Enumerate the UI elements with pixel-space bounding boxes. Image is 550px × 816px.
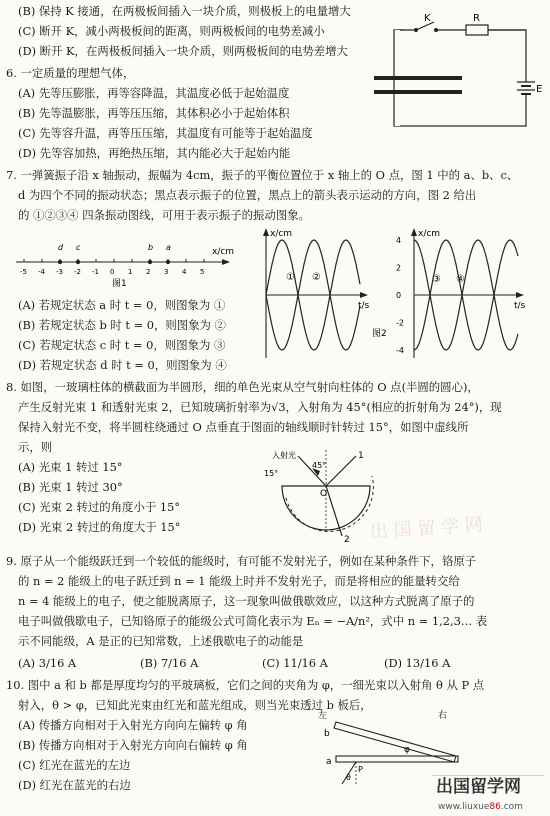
label-15deg: 15° bbox=[264, 469, 279, 478]
logo-url: www.liuxue86.com bbox=[438, 802, 523, 812]
q10-option-c: (C) 红光在蓝光的左边 bbox=[18, 758, 131, 772]
fig1-tick-label: -4 bbox=[38, 268, 45, 276]
q8-option-d: (D) 光束 2 转过的角度大于 15° bbox=[18, 520, 181, 534]
q10-option-b: (B) 传播方向相对于入射光方向向右偏转 φ 角 bbox=[18, 738, 248, 752]
q10-option-d: (D) 红光在蓝光的右边 bbox=[18, 778, 131, 792]
q6-option-a: (A) 先等压膨胀，再等容降温，其温度必低于起始温度 bbox=[18, 86, 290, 100]
q8-stem-line1: 8. 如图，一玻璃柱体的横截面为半圆形，细的单色光束从空气射向柱体的 O 点(半圆的圆心)， bbox=[6, 380, 479, 394]
q9-option-a: (A) 3/16 A bbox=[18, 656, 77, 670]
q9-stem-line2: 的 n = 2 能级上的电子跃迁到 n = 1 能级上时并不发射光子，而是将相应的能量转交给 bbox=[18, 574, 460, 588]
resistor-r bbox=[466, 25, 488, 35]
fig1-point-label-d: d bbox=[58, 243, 64, 252]
fig1-point-label-a: a bbox=[166, 243, 171, 252]
fig2-curve-label-4: ④ bbox=[456, 274, 465, 285]
label-plate-a: a bbox=[326, 757, 332, 767]
q9-option-c: (C) 11/16 A bbox=[262, 656, 328, 670]
q9-stem-line1: 9. 原子从一个能级跃迁到一个较低的能级时，有可能不发射光子，例如在某种条件下，铬原子 bbox=[6, 554, 477, 568]
q8-option-c: (C) 光束 2 转过的角度小于 15° bbox=[18, 500, 181, 514]
refracted-beam-2 bbox=[326, 486, 342, 536]
fig2-curve-label-2: ② bbox=[312, 272, 321, 283]
q6-option-c: (C) 先等容升温，再等压压缩，其温度有可能等于起始温度 bbox=[18, 126, 313, 140]
q7-option-a: (A) 若规定状态 a 时 t = 0，则图象为 ① bbox=[18, 298, 226, 312]
fig2-caption: 图2 bbox=[372, 329, 387, 339]
q7-figure2-graphs bbox=[236, 226, 536, 366]
plate-a bbox=[336, 756, 458, 762]
label-right: 右 bbox=[438, 711, 448, 721]
capacitor-circuit-diagram bbox=[374, 13, 544, 138]
fig1-axis-label: x/cm bbox=[212, 247, 235, 257]
fig2-curve-label-3: ③ bbox=[432, 274, 441, 285]
label-o: O bbox=[320, 489, 328, 499]
fig2-left-t-label: t/s bbox=[358, 301, 370, 311]
label-beam-2: 2 bbox=[344, 535, 350, 545]
fig2-right-t-label: t/s bbox=[514, 301, 526, 311]
fig2-y-tick-label: 0 bbox=[396, 291, 402, 300]
q7-option-d: (D) 若规定状态 d 时 t = 0，则图象为 ④ bbox=[18, 358, 227, 372]
fig1-tick-label: 5 bbox=[200, 268, 205, 276]
q9-stem-line5: 示不同能级，A 是正的已知常数，上述俄歇电子的动能是 bbox=[18, 634, 304, 648]
fig1-point-label-c: c bbox=[76, 243, 81, 252]
fig2-left-y-label: x/cm bbox=[270, 229, 293, 239]
fig2-y-tick-label: 4 bbox=[396, 236, 402, 245]
q5-option-d: (D) 断开 K，在两极板间插入一块介质，则两极板间的电势差增大 bbox=[18, 44, 348, 58]
fig1-tick-label: 2 bbox=[146, 268, 151, 276]
q8-stem-line2: 产生反射光束 1 和透射光束 2，已知玻璃折射率为√3，入射角为 45°(相应的折射角为 24°)，现 bbox=[18, 400, 502, 414]
label-p: P bbox=[358, 765, 363, 774]
fig1-point-d bbox=[58, 260, 62, 264]
fig1-tick-label: -5 bbox=[20, 268, 27, 276]
label-e: E bbox=[536, 84, 543, 95]
q7-stem-line1: 7. 一弹簧振子沿 x 轴振动，振幅为 4cm，振子的平衡位置位于 x 轴上的 O 点，图 1 中的 a、b、c、 bbox=[6, 168, 519, 182]
fig1-point-c bbox=[76, 260, 80, 264]
label-theta: θ bbox=[346, 773, 351, 782]
label-phi: φ bbox=[404, 745, 410, 755]
fig1-point-label-b: b bbox=[148, 243, 154, 252]
q8-stem-line3: 保持入射光不变，将半圆柱绕通过 O 点垂直于图面的轴线顺时针转过 15°，如图中虚线所 bbox=[18, 420, 469, 434]
q7-stem-line2: d 为四个不同的振动状态；黑点表示振子的位置，黑点上的箭头表示运动的方向，图 2 给出 bbox=[18, 188, 477, 202]
capacitor-plate-bottom bbox=[374, 90, 462, 94]
q9-option-d: (D) 13/16 A bbox=[384, 656, 451, 670]
fig1-tick-label: 3 bbox=[164, 268, 169, 276]
fig2-y-tick-label: -2 bbox=[396, 318, 404, 328]
q10-stem-line2: 射入，θ > φ，已知此光束由红光和蓝光组成，则当光束透过 b 板后， bbox=[18, 698, 372, 712]
q8-stem-line4: 示，则 bbox=[18, 440, 53, 454]
q9-stem-line3: n = 4 能级上的电子，使之能脱离原子，这一现象叫做俄歇效应，以这种方式脱离了原子的 bbox=[18, 594, 475, 608]
label-incident: 入射光 bbox=[272, 451, 296, 460]
fig1-tick-label: 4 bbox=[182, 268, 187, 276]
label-r: R bbox=[473, 13, 480, 24]
q6-stem: 6. 一定质量的理想气体， bbox=[6, 66, 135, 80]
fig1-tick-label: -2 bbox=[74, 268, 81, 276]
q10-glass-plates-figure bbox=[312, 708, 464, 784]
fig1-tick-label: 0 bbox=[110, 268, 115, 276]
q8-option-b: (B) 光束 1 转过 30° bbox=[18, 480, 123, 494]
fig2-y-tick-label: 2 bbox=[396, 263, 402, 273]
q9-stem-line4: 电子叫做俄歇电子，已知铬原子的能级公式可简化表示为 Eₙ = −A/n²，式中 n = 1,2,3… 表 bbox=[18, 614, 488, 628]
capacitor-plate-top bbox=[374, 76, 462, 80]
fig2-curve-label-1: ① bbox=[286, 272, 295, 283]
q9-option-b: (B) 7/16 A bbox=[140, 656, 199, 670]
q6-option-d: (D) 先等容加热，再绝热压缩，其内能必大于起始内能 bbox=[18, 146, 291, 160]
label-45deg: 45° bbox=[312, 461, 327, 470]
fig1-caption: 图1 bbox=[112, 279, 127, 289]
q5-option-c: (C) 断开 K，减小两极板间的距离，则两极板间的电势差减小 bbox=[18, 24, 325, 38]
fig1-tick-label: -3 bbox=[56, 268, 63, 276]
label-k: K bbox=[424, 13, 431, 24]
q7-stem-line3: 的 ①②③④ 四条振动图线，可用于表示振子的振动图象。 bbox=[18, 208, 311, 222]
label-beam-1: 1 bbox=[358, 451, 364, 461]
fig1-tick-label: -1 bbox=[92, 268, 99, 276]
q10-option-a: (A) 传播方向相对于入射光方向向左偏转 φ 角 bbox=[18, 718, 248, 732]
q7-figure1-axis bbox=[12, 238, 244, 288]
logo-name: 出国留学网 bbox=[436, 777, 521, 797]
q8-option-a: (A) 光束 1 转过 15° bbox=[18, 460, 123, 474]
q10-stem-line1: 10. 图中 a 和 b 都是厚度均匀的平玻璃板，它们之间的夹角为 φ，一细光束以入射角 θ 从 P 点 bbox=[6, 678, 485, 692]
label-plate-b: b bbox=[324, 729, 330, 739]
fig2-y-tick-label: -4 bbox=[396, 346, 404, 355]
q6-option-b: (B) 先等温膨胀，再等压压缩，其体积必小于起始体积 bbox=[18, 106, 290, 120]
fig1-tick-label: 1 bbox=[128, 268, 133, 276]
site-logo bbox=[432, 775, 544, 810]
reflected-beam-1 bbox=[326, 456, 356, 486]
q7-option-b: (B) 若规定状态 b 时 t = 0，则图象为 ② bbox=[18, 318, 226, 332]
label-left: 左 bbox=[318, 711, 328, 721]
q7-option-c: (C) 若规定状态 c 时 t = 0，则图象为 ③ bbox=[18, 338, 226, 352]
fig1-point-b bbox=[148, 260, 152, 264]
watermark: 出 国 留 学 网 bbox=[369, 514, 484, 543]
fig1-point-a bbox=[166, 260, 170, 264]
fig2-right-y-label: x/cm bbox=[418, 229, 441, 239]
rotated-semicircle-dashed bbox=[286, 476, 373, 531]
q5-option-b: (B) 保持 K 接通，在两极板间插入一块介质，则极板上的电量增大 bbox=[18, 4, 351, 18]
